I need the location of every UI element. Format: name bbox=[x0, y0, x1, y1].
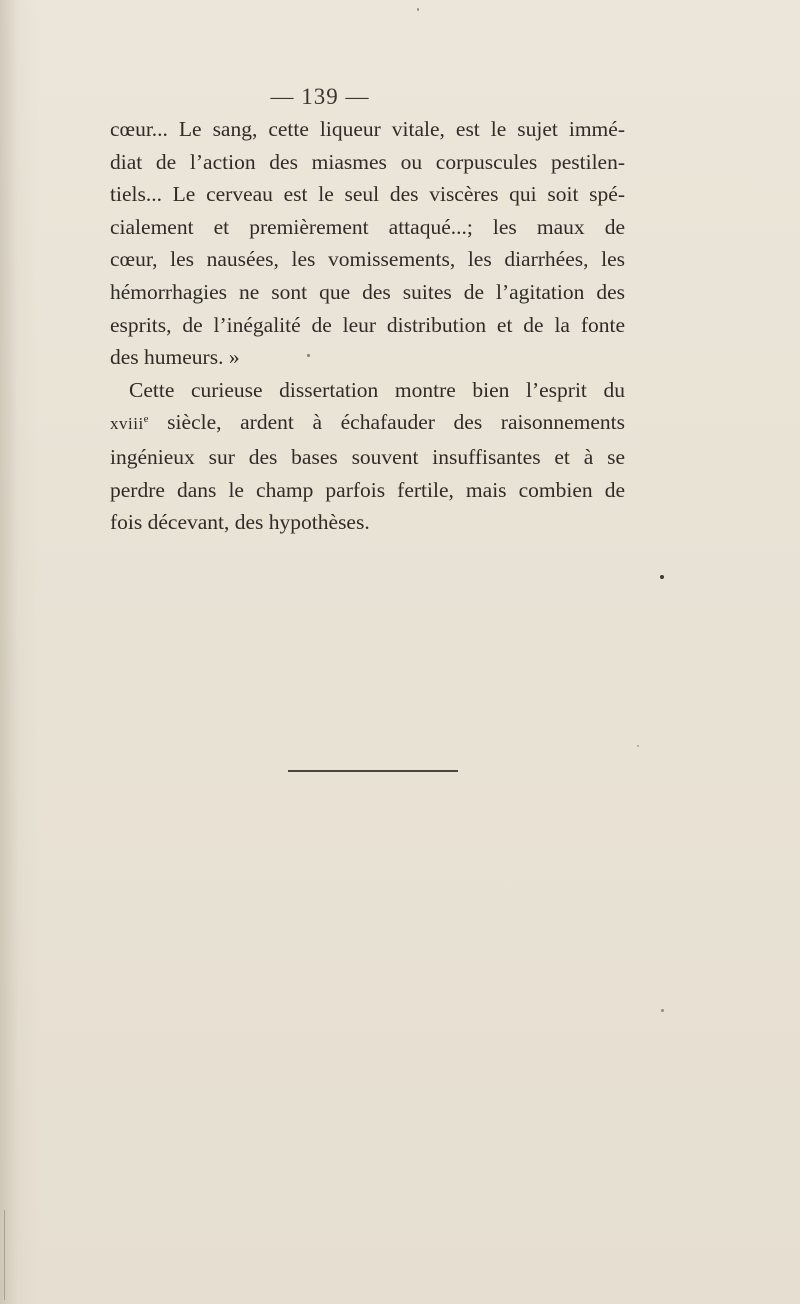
text-line: cœur... Le sang, cette liqueur vitale, est le sujet immé- bbox=[110, 117, 625, 141]
text-line: cœur, les nausées, les vomissements, les diarrhées, les bbox=[110, 247, 625, 272]
text-line: fois décevant, des hypothèses. bbox=[110, 510, 370, 535]
section-end-rule bbox=[288, 770, 458, 772]
print-speck bbox=[307, 354, 310, 357]
print-speck bbox=[660, 575, 664, 579]
text-line: hémorrhagies ne sont que des suites de l’agitation des bbox=[110, 279, 625, 304]
century-roman-numeral: xviii bbox=[110, 414, 144, 434]
text-line: esprits, de l’inégalité de leur distribution et de la fonte bbox=[110, 312, 625, 337]
print-speck bbox=[417, 8, 419, 11]
century-superscript: e bbox=[143, 413, 149, 426]
text-line-century bbox=[110, 406, 625, 441]
text-line: des humeurs. » bbox=[110, 345, 240, 370]
binding-edge-line bbox=[4, 1210, 5, 1300]
text-line: tiels... Le cerveau est le seul des viscères qui soit spé- bbox=[110, 182, 625, 207]
text-line: ingénieux sur des bases souvent insuffisantes et à se bbox=[110, 444, 625, 469]
print-speck bbox=[661, 1009, 664, 1012]
text-line: cialement et premièrement attaqué...; les maux de bbox=[110, 214, 625, 239]
text-line-rest: siècle, ardent à échafauder des raisonnements bbox=[148, 410, 625, 435]
text-line: diat de l’action des miasmes ou corpuscules pestilen- bbox=[110, 149, 625, 174]
print-speck bbox=[637, 745, 639, 747]
page-number: — 139 — bbox=[270, 84, 370, 109]
text-line: Cette curieuse dissertation montre bien l’esprit du bbox=[129, 377, 625, 402]
body-text bbox=[110, 113, 625, 539]
text-line: perdre dans le champ parfois fertile, mais combien de bbox=[110, 477, 625, 502]
